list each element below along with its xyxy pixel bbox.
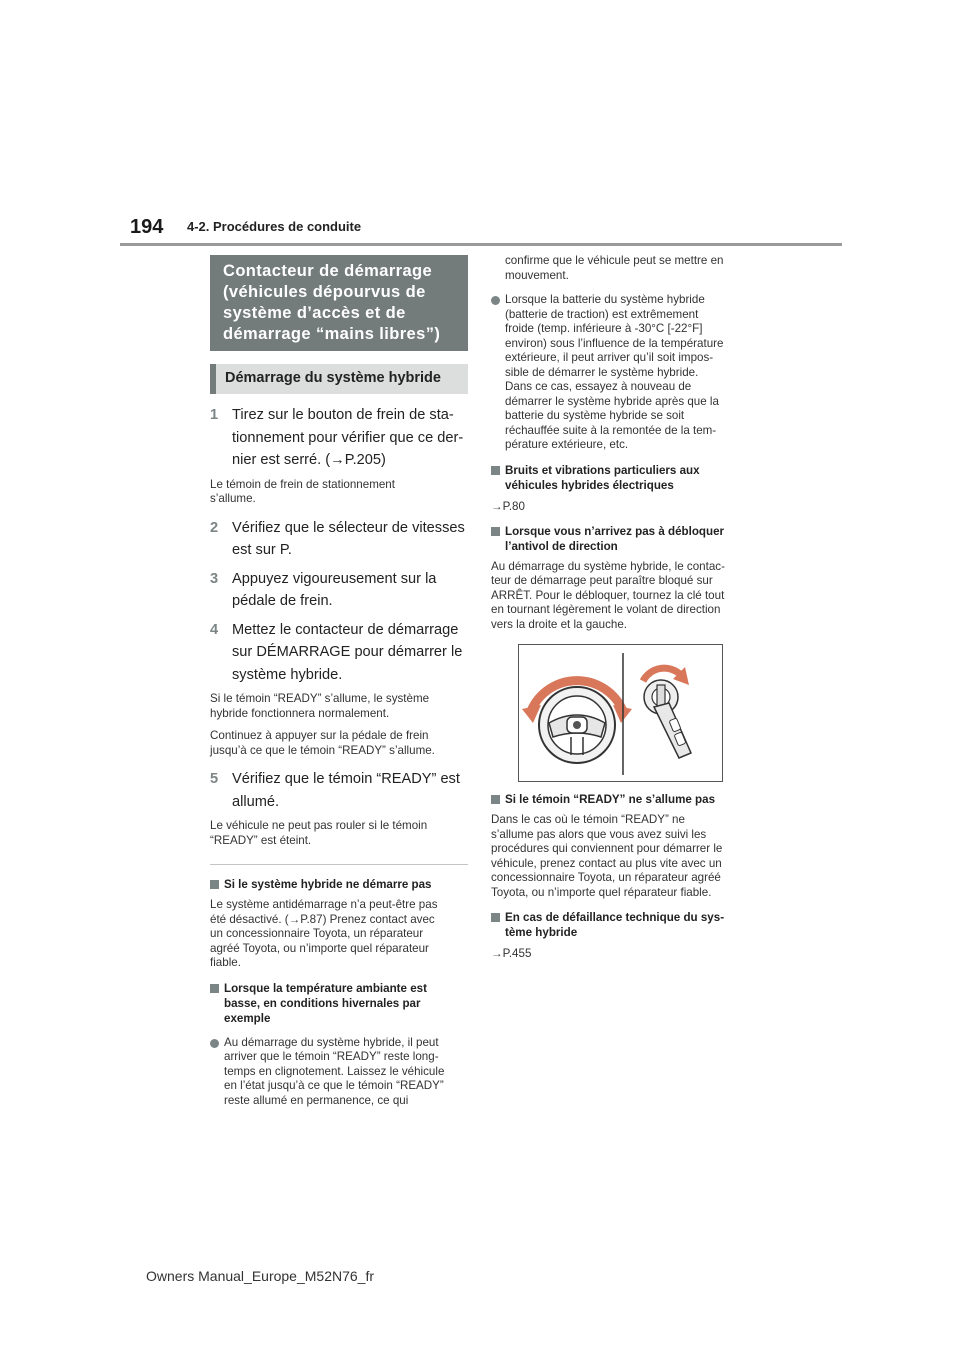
- step-text: Vérifiez que le témoin “READY” est: [232, 771, 460, 787]
- text-line: agréé Toyota, ou n’importe quel réparateur: [210, 941, 429, 955]
- square-bullet-icon: [491, 913, 500, 922]
- step-text: tionnement pour vérifier que ce der-: [232, 429, 464, 446]
- subhead-no-start: [210, 877, 468, 892]
- noise-reference: →P.80: [491, 499, 525, 513]
- text-line: été désactivé. (→P.87) Prenez contact avec: [210, 912, 435, 926]
- text-line: démarrer le système hybride après que la: [505, 394, 719, 408]
- subhead-text: l’antivol de direction: [505, 539, 618, 553]
- note-line: Le véhicule ne peut pas rouler si le témoin: [210, 819, 428, 832]
- step-1: [210, 404, 468, 472]
- subhead-text: En cas de défaillance technique du sys-: [505, 911, 725, 924]
- subhead-failure: [491, 910, 751, 940]
- step-number: 4: [210, 621, 219, 638]
- step-5: [210, 768, 468, 813]
- step-text: Tirez sur le bouton de frein de sta-: [232, 407, 454, 423]
- subhead-unlock: [491, 524, 751, 554]
- title-line: démarrage “mains libres”): [223, 325, 441, 343]
- step-5-note: [210, 819, 468, 848]
- subhead-ready: [491, 792, 751, 807]
- step-4-note-b: [210, 729, 468, 758]
- step-number: 2: [210, 519, 219, 536]
- text-line: Au démarrage du système hybride, le contac-: [491, 559, 725, 573]
- square-bullet-icon: [491, 466, 500, 475]
- subhead-text: Bruits et vibrations particuliers aux: [505, 463, 700, 477]
- round-bullet-icon: [491, 296, 500, 305]
- failure-reference: →P.455: [491, 947, 532, 960]
- text-line: teur de démarrage peut paraître bloqué sur: [491, 574, 713, 587]
- note-line: Continuez à appuyer sur la pédale de frein: [210, 729, 429, 742]
- title-line: système d’accès et de: [223, 304, 406, 322]
- title-line: (véhicules dépourvus de: [223, 283, 426, 301]
- text-line: environ) sous l’influence de la température: [505, 336, 724, 350]
- step-text: nier est serré. (→P.205): [232, 452, 386, 468]
- note-line: “READY” est éteint.: [210, 833, 312, 847]
- text-line: Dans ce cas, essayez à nouveau de: [505, 380, 692, 393]
- text-line: procédures qui conviennent pour démarrer le: [491, 842, 723, 855]
- step-text: Mettez le contacteur de démarrage: [232, 621, 459, 638]
- step-3: [210, 568, 468, 613]
- header-rule: [120, 243, 842, 246]
- steering-wheel-icon: [539, 687, 615, 763]
- round-bullet-icon: [210, 1039, 219, 1048]
- subhead-text: exemple: [224, 1011, 271, 1025]
- note-line: hybride fonctionnera normalement.: [210, 706, 390, 720]
- text-line: temps en clignotement. Laissez le véhicule: [224, 1064, 445, 1078]
- step-text: Appuyez vigoureusement sur la: [232, 570, 437, 587]
- text-line: concessionnaire Toyota, un réparateur agréé: [491, 871, 721, 884]
- text-line: reste allumé en permanence, ce qui: [224, 1093, 409, 1107]
- step-number: 1: [210, 407, 219, 423]
- unlock-text: [491, 560, 751, 633]
- left-column: [210, 404, 468, 1118]
- note-line: jusqu’à ce que le témoin “READY” s’allume.: [210, 743, 435, 757]
- text-line: fiable.: [210, 956, 241, 969]
- step-text: allumé.: [232, 793, 280, 810]
- text-line: sible de démarrer le système hybride.: [505, 365, 699, 379]
- text-line: Au démarrage du système hybride, il peut: [224, 1035, 439, 1049]
- note-line: Si le témoin “READY” s’allume, le système: [210, 692, 430, 705]
- step-text: Vérifiez que le sélecteur de vitesses: [232, 519, 465, 536]
- cold-bullet-continued: [491, 254, 751, 283]
- text-line: réchauffée suite à la remontée de la tem-: [505, 423, 717, 437]
- step-1-note: [210, 478, 468, 507]
- subhead-text: Si le système hybride ne démarre pas: [224, 878, 432, 891]
- text-line: mouvement.: [505, 268, 569, 282]
- step-text: sur DÉMARRAGE pour démarrer le: [232, 644, 463, 660]
- text-line: Le système antidémarrage n’a peut-être pas: [210, 898, 438, 911]
- subhead-noise: [491, 463, 751, 493]
- page-number: 194: [130, 216, 164, 238]
- text-line: en tournant légèrement le volant de direction: [491, 603, 721, 616]
- ignition-key-icon: [644, 680, 691, 758]
- step-4-note-a: [210, 692, 468, 721]
- text-line: véhicule, prenez contact au plus vite avec un: [491, 856, 722, 870]
- text-line: confirme que le véhicule peut se mettre en: [505, 254, 724, 267]
- step-2: [210, 517, 468, 562]
- text-line: en l’état jusqu’à ce que le témoin “READY”: [224, 1079, 444, 1092]
- square-bullet-icon: [491, 527, 500, 536]
- text-line: extérieure, il peut arriver qu’il soit impos-: [505, 351, 714, 364]
- text-line: arriver que le témoin “READY” reste long-: [224, 1050, 439, 1063]
- step-number: 3: [210, 570, 219, 587]
- subhead-text: Lorsque vous n’arrivez pas à débloquer: [505, 524, 725, 538]
- right-column: [491, 254, 751, 971]
- subtitle-box: Démarrage du système hybride: [210, 364, 468, 394]
- text-line: ARRÊT. Pour le débloquer, tournez la clé tout: [491, 588, 725, 602]
- title-line: Contacteur de démarrage: [223, 262, 433, 280]
- subhead-cold: [210, 981, 468, 1026]
- steering-unlock-illustration: [518, 644, 723, 782]
- subhead-text: Lorsque la température ambiante est: [224, 981, 427, 995]
- note-line: Le témoin de frein de stationnement: [210, 477, 395, 491]
- cold-bullet: [210, 1036, 468, 1109]
- text-line: Lorsque la batterie du système hybride: [505, 293, 705, 306]
- subhead-text: tème hybride: [505, 926, 578, 939]
- step-4: [210, 619, 468, 687]
- section-header: 4-2. Procédures de conduite: [187, 219, 362, 234]
- subhead-text: Si le témoin “READY” ne s’allume pas: [505, 793, 716, 806]
- text-line: un concessionnaire Toyota, un réparateur: [210, 927, 424, 940]
- text-line: vers la droite et la gauche.: [491, 617, 627, 631]
- subhead-text: basse, en conditions hivernales par: [224, 996, 421, 1010]
- square-bullet-icon: [210, 984, 219, 993]
- text-line: pérature extérieure, etc.: [505, 438, 629, 451]
- text-line: (batterie de traction) est extrêmement: [505, 307, 699, 321]
- title-box: [210, 255, 468, 351]
- text-line: Dans le cas où le témoin “READY” ne: [491, 813, 685, 826]
- step-number: 5: [210, 771, 219, 787]
- note-line: s’allume.: [210, 492, 256, 505]
- square-bullet-icon: [210, 880, 219, 889]
- text-line: froide (temp. inférieure à -30°C [-22°F]: [505, 322, 703, 335]
- text-line: s’allume pas alors que vous avez suivi les: [491, 827, 707, 841]
- battery-bullet: [491, 293, 751, 453]
- step-text: est sur P.: [232, 542, 292, 558]
- subhead-text: véhicules hybrides électriques: [505, 478, 674, 492]
- square-bullet-icon: [491, 795, 500, 804]
- footer: Owners Manual_Europe_M52N76_fr: [146, 1268, 375, 1284]
- step-text: système hybride.: [232, 666, 343, 683]
- section-divider: [210, 864, 468, 865]
- text-line: batterie du système hybride se soit: [505, 409, 685, 422]
- ready-text: [491, 813, 751, 900]
- text-line: Toyota, ou n’importe quel réparateur fiable.: [491, 885, 712, 899]
- step-text: pédale de frein.: [232, 593, 333, 609]
- no-start-text: [210, 898, 468, 971]
